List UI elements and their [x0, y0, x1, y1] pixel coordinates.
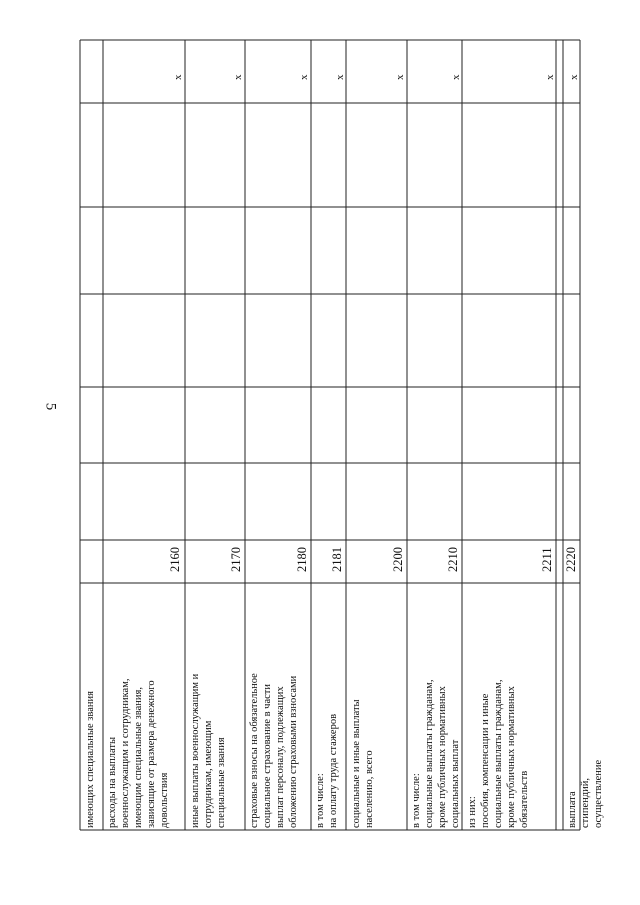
row-9-text: выплата стипендий, осуществление [567, 759, 604, 828]
row-9-x-mark: x [568, 74, 580, 80]
row-4-text: в том числе: на оплату труда стажеров [315, 713, 339, 828]
row-9-code: 2220 [564, 547, 578, 572]
row-7-text: из них: пособия, компенсации и иные социальные выплаты гражданам, кроме публичных нормативных обязательств [467, 679, 530, 828]
page-number: 5 [42, 402, 59, 411]
row-4-x-mark: x [334, 74, 346, 80]
row-2-x-mark: x [232, 74, 244, 80]
row-3-code: 2180 [295, 547, 309, 572]
row-6-x-mark: x [450, 74, 462, 80]
row-5-x-mark: x [394, 74, 406, 80]
row-6-text: в том числе: социальные выплаты гражданам, кроме публичных нормативных социальных выплат [411, 679, 461, 828]
row-7-code: 2211 [540, 547, 554, 572]
row-5-text: социальные и иные выплаты населению, всего [351, 699, 375, 828]
row-3-text: страховые взносы на обязательное социальное страхование в части выплат персоналу, подлежащих обложению страховыми взносами [249, 673, 299, 828]
row-1-text: расходы на выплаты военнослужащим и сотрудникам, имеющим специальные звания, зависящие от размера денежного довольствия [107, 678, 170, 828]
row-2-text: иные выплаты военнослужащим и сотрудникам, имеющим специальные звания [190, 673, 227, 828]
row-4-code: 2181 [330, 547, 344, 572]
row-0-text: имеющих специальные звания [85, 691, 96, 828]
row-3-x-mark: x [298, 74, 310, 80]
row-2-code: 2170 [229, 547, 243, 572]
row-6-code: 2210 [446, 547, 460, 572]
row-1-code: 2160 [168, 547, 182, 572]
row-7-x-mark: x [544, 74, 556, 80]
row-1-x-mark: x [172, 74, 184, 80]
row-5-code: 2200 [391, 547, 405, 572]
